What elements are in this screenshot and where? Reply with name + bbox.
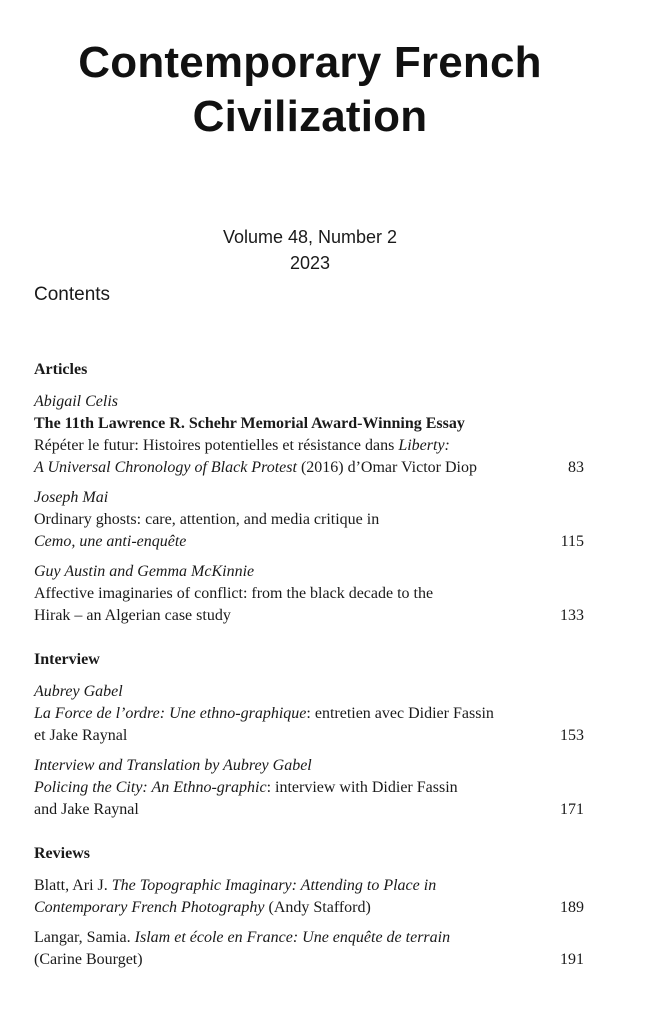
entry-author: Guy Austin and Gemma McKinnie [34, 563, 255, 580]
toc-entry-blatt[interactable] [34, 875, 584, 919]
entry-title-line2: A Universal Chronology of Black Protest (2016) d’Omar Victor Diop [34, 459, 477, 476]
entry-title-line1: Blatt, Ari J. The Topographic Imaginary: Attending to Place in [34, 877, 437, 894]
toc-entry-langar[interactable] [34, 927, 584, 971]
entry-title-line1: Ordinary ghosts: care, attention, and media critique in [34, 511, 380, 528]
issue-volume: Volume 48, Number 2 [222, 227, 398, 247]
entry-title-line2: (Carine Bourget) [34, 951, 143, 968]
entry-title-line1: Affective imaginaries of conflict: from the black decade to the [34, 585, 434, 602]
entry-page-number: 115 [560, 533, 584, 550]
entry-title-line1: Policing the City: An Ethno-graphic: interview with Didier Fassin [34, 779, 458, 796]
entry-award: The 11th Lawrence R. Schehr Memorial Award-Winning Essay [34, 415, 465, 432]
section-heading-articles: Articles [34, 361, 88, 378]
entry-author: Interview and Translation by Aubrey Gabel [34, 757, 312, 774]
table-of-contents [34, 358, 584, 979]
toc-entry-austin-mckinnie[interactable] [34, 561, 584, 627]
contents-heading: Contents [34, 284, 111, 305]
entry-page-number: 83 [568, 459, 584, 476]
toc-entry-gabel-fr[interactable] [34, 681, 584, 747]
journal-title [0, 36, 620, 144]
entry-page-number: 171 [560, 801, 584, 818]
entry-title-line2: and Jake Raynal [34, 801, 139, 818]
toc-entry-celis[interactable] [34, 391, 584, 479]
issue-year: 2023 [289, 253, 331, 273]
entry-title-line2: Contemporary French Photography (Andy Stafford) [34, 899, 371, 916]
toc-entry-mai[interactable] [34, 487, 584, 553]
entry-title-line2: Hirak – an Algerian case study [34, 607, 231, 624]
section-heading-reviews: Reviews [34, 845, 90, 862]
entry-title-line2: et Jake Raynal [34, 727, 128, 744]
issue-info [0, 224, 620, 276]
entry-title-line1: Langar, Samia. Islam et école en France: Une enquête de terrain [34, 929, 451, 946]
entry-page-number: 153 [560, 727, 584, 744]
section-heading-interview: Interview [34, 651, 100, 668]
journal-title-line1: Contemporary French [78, 38, 542, 87]
entry-title-line2: Cemo, une anti-enquête [34, 533, 187, 550]
entry-author: Aubrey Gabel [34, 683, 123, 700]
entry-title-line1: La Force de l’ordre: Une ethno-graphique: entretien avec Didier Fassin [34, 705, 494, 722]
entry-author: Joseph Mai [34, 489, 109, 506]
entry-page-number: 133 [560, 607, 584, 624]
journal-title-line2: Civilization [192, 92, 428, 141]
toc-entry-gabel-en[interactable] [34, 755, 584, 821]
entry-page-number: 191 [560, 951, 584, 968]
entry-page-number: 189 [560, 899, 584, 916]
entry-author: Abigail Celis [34, 393, 118, 410]
entry-title-line1: Répéter le futur: Histoires potentielles et résistance dans Liberty: [34, 437, 450, 454]
